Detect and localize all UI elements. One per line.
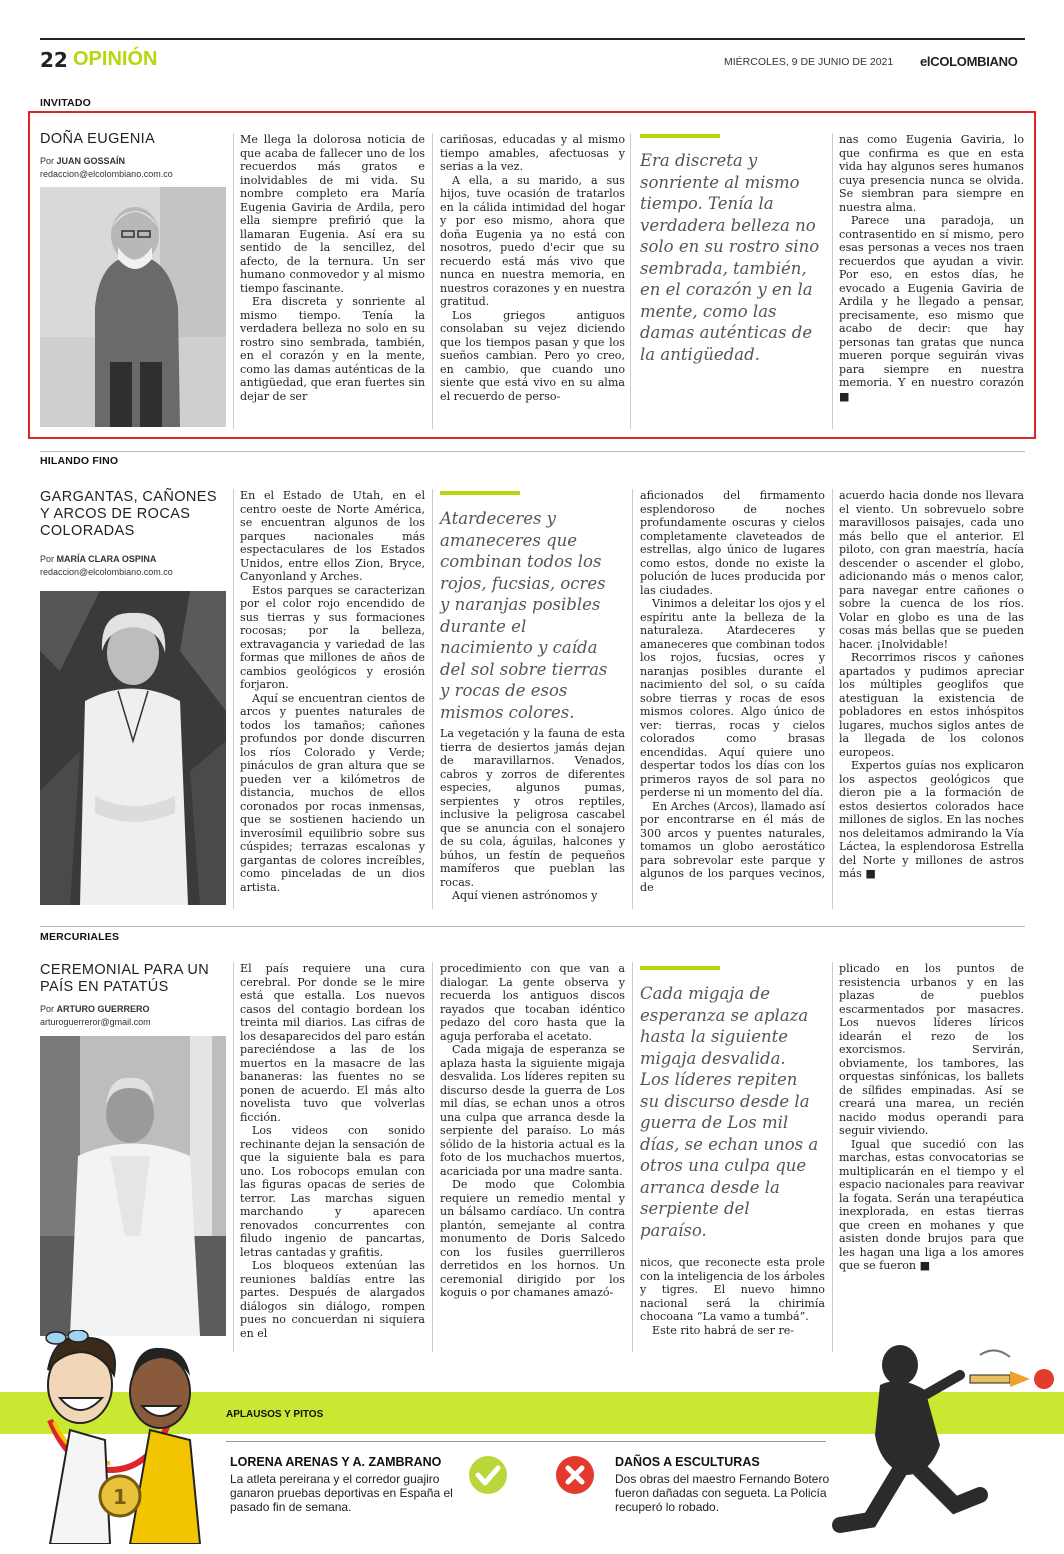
quote-accent-bar (640, 134, 720, 138)
page-number: 22 (40, 48, 68, 72)
article-column-3: nicos, que reconecte esta prole con la inteligencia de los árboles y tigres. El nuevo himno nacional será la chirimía chocoana “La vamo a tumbá”. Este rito habrá de ser re- (640, 1256, 825, 1337)
medal-number: 1 (113, 1485, 127, 1509)
article-column-4: acuerdo hacia donde nos llevara el viento. Un sobrevuelo sobre maravillosos paisajes, cada uno más bello que el anterior. El piloto, con gran maestría, hacía descender o ascender el globo, adicionando más o menos calor, para navegar entre cañones o sobre la cuenca de los ríos. Volar en globo es una de las cosas más bellas que se pueden hacer. ¡Inolvidable! Recorrimos riscos y cañones apartados y pudimos apreciar los múltiples geoglifos que atestiguan la existencia de pobladores en estos inhóspitos lugares, muchos siglos antes de la llegada de los colonos europeos. Expertos guías nos explicaron los aspectos geológicos que dieron pie a la formación de estos desiertos colorados hace millones de siglos. En las noches nos deleitamos admirando la Vía Láctea, la esplendorosa Estrella del Norte y millones de astros más ■ (839, 489, 1024, 880)
header-rule (40, 38, 1025, 40)
article-column-2: La vegetación y la fauna de esta tierra de desiertos jamás dejan de maravillarnos. Venados, cabros y zorros de diferentes especies, algunos pumas, serpientes y otros reptiles, inclusive la peligrosa cascabel que se anuncia con el sonajero de su cola, águilas, halcones y búhos, un festín de pequeños mamíferos que pueblan las rocas. Aquí vienen astrónomos y (440, 727, 625, 902)
pito-text: Dos obras del maestro Fernando Botero fueron dañadas con segueta. La Policía recuperó lo robado. (615, 1472, 830, 1514)
article-column-2: cariñosas, educadas y al mismo tiempo amables, afectuosas y serias a la vez. A ella, a su marido, a sus hijos, tuve ocasión de tratarlos en la cálida intimidad del hogar y por eso mismo, ahora que doña Eugenia ya no está con nosotros, puedo d'ecir que su recuerdo está más vivo que nunca en nuestra memoria, en nuestros corazones y en nuestra gratitud. Los griegos antiguos consolaban su vejez diciendo que los tiempos pasan y que los sueños cambian. Pero yo creo, en cambio, que cuando uno siente que está vivo en su alma el recuerdo de perso- (440, 133, 625, 403)
aplauso-heading: LORENA ARENAS Y A. ZAMBRANO (230, 1455, 442, 1469)
column-rule (233, 489, 234, 909)
cartoon-sculpture-icon (830, 1335, 1060, 1535)
byline: Por ARTURO GUERRERO (40, 1004, 150, 1014)
article-column-1: En el Estado de Utah, en el centro oeste de Norte América, se encuentran algunos de los parques nacionales más espectaculares de los Estados Unidos, entre ellos Zion, Bryce, Canyonland y Arches. Estos parques se caracterizan por el color rojo encendido de sus tierras y sus formaciones rocosas; por la belleza, extravagancia y variedad de las formas que millones de años de cambios geológicos y erosión forjaron. Aquí se encuentran cientos de arcos y puentes naturales de todos los tamaños; cañones profundos por donde discurren los ríos Colorado y Verde; pináculos de gran altura que se pueden ver a kilómetros de distancia, muchos de ellos coronados por rocas inmensas, que se sostienen haciendo un inverosímil equilibrio sobre sus cúspides; terrazas escalonas y gargantas de colores increíbles, como pinceladas de un dios artista. (240, 489, 425, 894)
aplausos-rule (226, 1441, 826, 1442)
column-rule (233, 962, 234, 1352)
article-column-1: Me llega la dolorosa noticia de que acaba de fallecer uno de los recuerdos más gratos e inolvidables de mi vida. Su nombre completo era María Eugenia Gaviria de Ardila, pero ella siempre prefirió que la llamaran Eugenia. Así era su sentido de la sencillez, del afecto, de la ternura. Un ser humano conmovedor y al mismo tiempo fascinante. Era discreta y sonriente al mismo tiempo. Tenía la verdadera belleza no solo en su rostro sino sembrada, también, en el corazón y en la mente, como las damas auténticas de la antigüedad, que eran fuertes sin dejar de ser (240, 133, 425, 403)
column-rule (632, 962, 633, 1352)
section-rule (40, 926, 1025, 927)
cartoon-athletes-icon (10, 1330, 220, 1544)
article-title: CEREMONIAL PARA UN PAÍS EN PATATÚS (40, 962, 210, 995)
column-rule (832, 133, 833, 429)
article-column-3: aficionados del firmamento esplendoroso de noches profundamente oscuras y cielos completamente claveteados de estrellas, algo único de lugares como estos, donde no existe la polución de luces producida por las ciudades. Vinimos a deleitar los ojos y el espíritu ante la belleza de la naturaleza. Atardeceres y amaneceres que combinan todos los rojos, fucsias, ocres y naranjas posibles durante el nacimiento del sol, o su caída sobre tierras y rocas de esos mismos colores. Algo único de ver: tierras, rocas y cielos colorados como brasas encendidas. Aquí quiere uno despertar todos los días con los primeros rayos de sol para no perderse ni un momento del día. En Arches (Arcos), llamado así por encontrarse en él más de 300 arcos y puentes naturales, tomamos un globo aerostático para sobrevolar este parque y algunos de los parques vecinos, de (640, 489, 825, 894)
byline: Por JUAN GOSSAÍN (40, 156, 126, 166)
author-portrait-icon (40, 187, 226, 427)
article-column-4: nas como Eugenia Gaviria, lo que confirma es que en esta vida hay algunos seres humanos cuya presencia nunca se olvida. Se siembran para siempre en nuestra alma. Parece una paradoja, un contrasentido en sí mismo, pero esas personas a veces nos traen recuerdos que ayudan a vivir. Por eso, en estos días, he evocado a Eugenia Gaviria de Ardila y he llegado a pensar, precisamente, eso mismo que acabo de decir: que hay personas tan gratas que nunca mueren porque seguirán vivas para siempre en nuestra memoria. Y en nuestro corazón ■ (839, 133, 1024, 403)
pull-quote: Era discreta y sonriente al mismo tiempo. Tenía la verdadera belleza no solo en su rostro sino sembrada, también, en el corazón y en la mente, como las damas auténticas de la antigüedad. (640, 151, 820, 364)
aplausos-title: APLAUSOS Y PITOS (226, 1409, 324, 1420)
column-rule (233, 133, 234, 429)
column-rule (432, 489, 433, 909)
column-rule (832, 962, 833, 1352)
column-rule (630, 133, 631, 429)
author-portrait-icon (40, 591, 226, 905)
pull-quote: Cada migaja de esperanza se aplaza hasta la siguiente migaja desvalida. Los líderes repiten su discurso desde la guerra de Los mil días, se echan unos a otros una culpa que arranca desde la serpiente del paraíso. (640, 984, 819, 1240)
column-rule (632, 489, 633, 909)
section-name: OPINIÓN (73, 48, 158, 70)
cross-icon (555, 1455, 595, 1495)
author-email: redaccion@elcolombiano.com.co (40, 169, 173, 179)
article-column-2: procedimiento con que van a dialogar. La gente observa y recuerda los antiguos discos rayados que tocaban idéntico pedazo del coro hasta que la aguja perforaba el acetato. Cada migaja de esperanza se aplaza hasta la siguiente migaja desvalida. Los líderes repiten su discurso desde la guerra de Los mil días, se echan unos a otros una culpa que arranca desde la serpiente del paraíso. Lo más sólido de la historia actual es la foto de los muchachos muertos, acariciada por una madre santa. De modo que Colombia requiere un remedio mental y un bálsamo cardíaco. Un contra plantón, semejante al contra monumento de Doris Salcedo con los fusiles guerrilleros derretidos en los hornos. Un ceremonial dirigido por los koguis o por chamanes amazó- (440, 962, 625, 1299)
author-email: arturoguerreror@gmail.com (40, 1017, 151, 1027)
kicker-mercuriales: MERCURIALES (40, 931, 120, 943)
author-email: redaccion@elcolombiano.com.co (40, 567, 173, 577)
quote-accent-bar (440, 491, 520, 495)
article-title: DOÑA EUGENIA (40, 131, 156, 147)
edition-date: MIÉRCOLES, 9 DE JUNIO DE 2021 (724, 56, 894, 68)
quote-accent-bar (640, 966, 720, 970)
section-rule (40, 451, 1025, 452)
checkmark-icon (468, 1455, 508, 1495)
pito-heading: DAÑOS A ESCULTURAS (615, 1455, 760, 1469)
aplauso-text: La atleta pereirana y el corredor guajiro ganaron pruebas deportivas en España el pasado fin de semana. (230, 1472, 453, 1514)
column-rule (432, 133, 433, 429)
pull-quote: Atardeceres y amaneceres que combinan todos los rojos, fucsias, ocres y naranjas posibles durante el nacimiento y caída del sol sobre tierras y rocas de esos mismos colores. (440, 509, 608, 722)
column-rule (432, 962, 433, 1352)
article-column-4: plicado en los puntos de resistencia urbanos y en las plazas de pueblos escarmentados por masacres. Los nuevos líderes líricos idearán el rezo de los exorcismos. Servirán, obviamente, los tambores, las orquestas sinfónicas, los ballets de sílfides empinadas. Así se creará una marea, un recién nacido modus operandi para seguir viviendo. Igual que sucedió con las marchas, estas convocatorias se multiplicarán en el tiempo y el espacio nacionales para reavivar la fogata. Serán una terapéutica inexplorada, en estas tierras que creen en mohanes y que asisten donde brujos para que les hagan una liga a los amores que se fueron ■ (839, 962, 1024, 1272)
column-rule (832, 489, 833, 909)
article-column-1: El país requiere una cura cerebral. Por donde se le mire está que estalla. Los nuevos casos del contagio bordean los treinta mil diarios. Las cifras de los desaparecidos del paro están pareciéndose a las de los muertos en la masacre de las bananeras: las fuentes no se ponen de acuerdo. El más alto novelista tuvo que volverlas ficción. Los videos con sonido rechinante dejan la sensación de que la siguiente bala es para uno. Los robocops emulan con las figuras opacas de series de terror. Las marchas siguen marchando y aparecen renovados concurrentes con filudo ingenio de pancartas, letras cantadas y grafitis. Los bloqueos extenúan las reuniones baldías entre las partes. Después de alargados diálogos sin diálogo, rompen pues no concuerdan ni siquiera en el (240, 962, 425, 1340)
newspaper-logo: elCOLOMBIANO (920, 54, 1018, 69)
kicker-hilando-fino: HILANDO FINO (40, 455, 119, 467)
article-title: GARGANTAS, CAÑONES Y ARCOS DE ROCAS COLORADAS (40, 489, 217, 539)
kicker-invitado: INVITADO (40, 97, 91, 109)
byline: Por MARÍA CLARA OSPINA (40, 554, 157, 564)
author-portrait-icon (40, 1036, 226, 1336)
